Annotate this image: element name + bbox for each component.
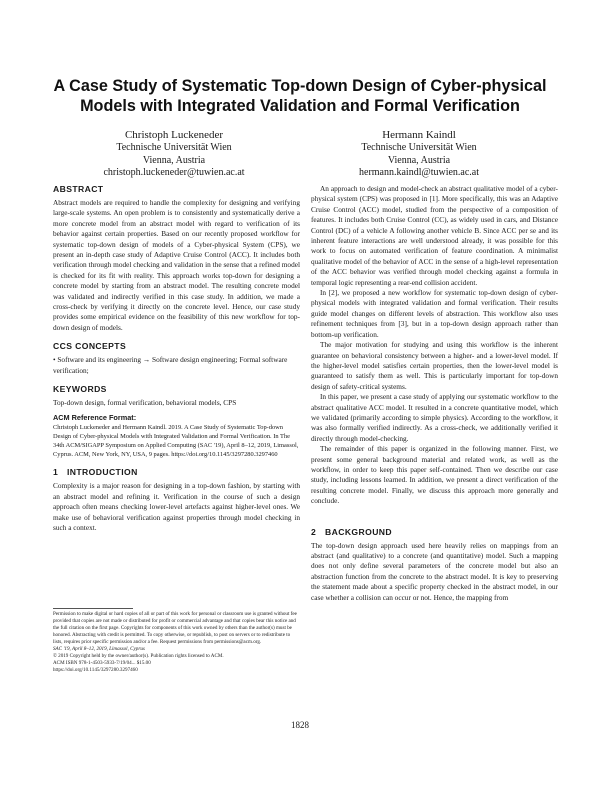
section-number: 2	[311, 526, 317, 537]
author-affiliation: Technische Universität Wien	[116, 142, 232, 153]
intro-paragraph-1: Complexity is a major reason for designing in a top-down fashion, by starting with an abstract model and refining it. Verification in the course of such a design approach often means checking lower-level artefacts against higher-level ones. We make use of behavioral verification against properties through model checking in such a context.	[53, 481, 300, 532]
author-name: Hermann Kaindl	[382, 129, 456, 141]
keywords-heading: KEYWORDS	[53, 384, 107, 395]
introduction-heading	[53, 467, 300, 478]
author-block-1	[74, 128, 274, 180]
author-email[interactable]: hermann.kaindl@tuwien.ac.at	[359, 167, 479, 178]
section-spacer	[311, 507, 558, 527]
ccs-heading: CCS CONCEPTS	[53, 341, 127, 352]
doi-link[interactable]: https://doi.org/10.1145/3297280.3297460	[53, 667, 138, 674]
acm-reference-text: Christoph Luckeneder and Hermann Kaindl. 2019. A Case Study of Systematic Top-down Design of Cyber-physical Models with Integrated Validation and Formal Verification. In The 34th ACM/SIGAPP Symposium on Applied Computing (SAC '19), April 8–12, 2019, Limassol, Cyprus. ACM, New York, NY, USA, 9 pages. https://doi.org/10.1145/3297280.3297460	[53, 423, 299, 459]
page-number: 1828	[291, 720, 309, 730]
title-line-1: A Case Study of Systematic Top-down Design of Cyber-physical	[53, 77, 547, 95]
ccs-text: • Software and its engineering → Software design engineering; Formal software verification;	[53, 355, 288, 375]
section-number: 1	[53, 467, 59, 478]
background-heading	[311, 527, 558, 538]
title-line-2: Models with Integrated Validation and Formal Verification	[80, 97, 520, 115]
author-name: Christoph Luckeneder	[124, 129, 224, 141]
abstract-heading: ABSTRACT	[53, 184, 104, 194]
right-column	[311, 184, 558, 603]
intro-paragraph-3: In [2], we proposed a new workflow for systematic top-down design of cyber-physical models with integrated validation and formal verification. Their results guide model changes on different levels of abstraction. This workflow also uses refinement techniques from [3], but in a top-down design approach rather than bottom-up verification.	[311, 288, 558, 339]
conference-line: SAC '19, April 8–12, 2019, Limassol, Cyprus	[53, 646, 145, 653]
keywords-text: Top-down design, formal verification, behavioral models, CPS	[53, 398, 237, 408]
footnote-rule	[53, 608, 133, 609]
permission-text: Permission to make digital or hard copies of all or part of this work for personal or classroom use is granted without fee provided that copies are not made or distributed for profit or commercial advantage and that copies bear this notice and the full citation on the first page. Copyrights for components of this work owned by others than the author(s) must be honored. Abstracting with credit is permitted. To copy otherwise, or republish, to post on servers or to redistribute to lists, requires prior specific permission and/or a fee. Request permissions from permissions@acm.org.	[53, 611, 297, 646]
left-column	[53, 184, 300, 533]
intro-paragraph-6: The remainder of this paper is organized in the following manner. First, we present some general background material and related work, as well as the workflow, in order to keep this paper self-contained. Then we describe our case study, including lessons learned. In addition, we present a direct verification of the resulting concrete model. Finally, we discuss this approach more generally and conclude.	[311, 444, 558, 506]
section-title: BACKGROUND	[325, 526, 393, 537]
acm-reference-heading: ACM Reference Format:	[53, 412, 137, 422]
author-block-2	[319, 128, 519, 180]
paper-title	[40, 76, 560, 116]
author-location: Vienna, Austria	[142, 154, 206, 166]
copyright-line: © 2019 Copyright held by the owner/author(s). Publication rights licensed to ACM.	[53, 653, 224, 660]
intro-paragraph-5: In this paper, we present a case study of applying our systematic workflow to the abstract qualitative ACC model. It resulted in a concrete quantitative model, which we validated (primarily according to simple physics). According to the workflow, it was also formally verified indirectly. As a cross-check, we additionally verified it directly through model-checking.	[311, 392, 558, 443]
abstract-text: Abstract models are required to handle the complexity for designing and verifying large-scale systems. An open problem is to consistently and systematically derive a more concrete model from an abstract model with regard to verification of its behavior against certain properties. Based on our recently proposed workflow for systematic top-down design of models of a Cyber-physical System (CPS), we present an in-depth case study of Adaptive Cruise Control (ACC). It includes both verification through model checking and validation in the sense that a refined model is checked for its fit with reality. This approach works top-down for designing a concrete model by starting from an abstract model. The resulting concrete model was validated and indirectly verified in this case study. In addition, we made a cross-check by verifying it directly on the concrete level. Hence, our case study provides some empirical evidence on the feasibility of this new workflow for top-down design of models.	[53, 198, 300, 332]
section-title: INTRODUCTION	[67, 467, 138, 478]
author-location: Vienna, Austria	[387, 154, 451, 166]
permission-footnote	[53, 611, 300, 674]
author-affiliation: Technische Universität Wien	[361, 142, 477, 153]
intro-paragraph-4: The major motivation for studying and using this workflow is the inherent guarantee on behavioral consistency between a higher- and a lower-level model. If the higher-level model satisfies certain properties, then the lower-level model is guaranteed to satisfy them as well. This is particularly important for top-down design of safety-critical systems.	[311, 340, 558, 391]
isbn-line: ACM ISBN 978-1-4503-5933-7/19/04... $15.00	[53, 660, 151, 667]
author-email[interactable]: christoph.luckeneder@tuwien.ac.at	[103, 167, 245, 178]
background-paragraph-1: The top-down design approach used here heavily relies on mappings from an abstract (and qualitative) to a concrete (and quantitative) model. Such a mapping does not only define several parameters of the concrete model but also an abstraction function from the concrete to the abstract model. It is key to preserving the statement made about a specific property checked in the abstract model, in our case whether a collision can occur or not. Hence, the mapping from	[311, 540, 558, 602]
intro-paragraph-2: An approach to design and model-check an abstract qualitative model of a cyber-physical system (CPS) was proposed in [1]. More specifically, this was an Adaptive Cruise Control (ACC) model, studied from the perspective of a composition of features. It includes both Cruise Control (CC), as widely used in cars, and Distance Control (DC) of a vehicle A following another vehicle B. Since ACC per se and its inherent feature interactions are well understood already, it was possible for this work to focus on automated verification of feature coordination. A minimalist qualitative model of the behavior of ACC in the sense of a high-level representation of the ACC behavior was verified through model checking against a formula in temporal logic representing a rear-end collision accident.	[311, 184, 558, 287]
